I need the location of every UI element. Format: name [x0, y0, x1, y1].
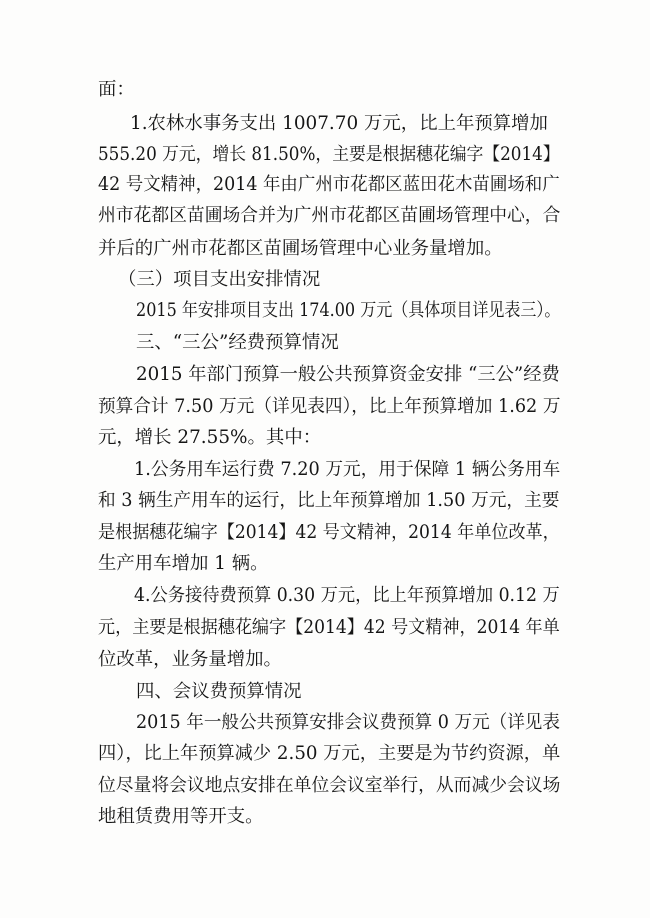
text-line: 1.农林水事务支出 1007.70 万元，比上年预算增加: [130, 112, 548, 134]
text-line: 并后的广州市花都区苗圃场管理中心业务量增加。: [98, 238, 503, 259]
text-line: 位尽量将会议地点安排在单位会议室举行，从而减少会议场: [98, 775, 561, 797]
text-line: 地租赁费用等开支。: [98, 806, 264, 827]
text-line: 元，主要是根据穗花编字【2014】42 号文精神，2014 年单: [98, 616, 560, 638]
text-line: 和 3 辆生产用车的运行，比上年预算增加 1.50 万元，主要: [98, 489, 560, 511]
text-line: 4.公务接待费预算 0.30 万元，比上年预算增加 0.12 万: [134, 585, 560, 607]
text-line: 2015 年一般公共预算安排会议费预算 0 万元（详见表: [136, 712, 560, 734]
section-heading: 四、会议费预算情况: [136, 680, 302, 702]
text-line: 42 号文精神，2014 年由广州市花都区蓝田花木苗圃场和广: [98, 174, 560, 196]
section-heading: （三）项目支出安排情况: [118, 268, 321, 290]
text-line: 2015 年安排项目支出 174.00 万元（具体项目详见表三）。: [136, 299, 561, 321]
text-line: 是根据穗花编字【2014】42 号文精神，2014 年单位改革，: [98, 521, 560, 543]
text-line: 元，增长 27.55%。其中：: [98, 427, 322, 448]
text-line: 位改革，业务量增加。: [98, 648, 282, 670]
text-line: 面：: [98, 79, 135, 100]
text-line: 预算合计 7.50 万元（详见表四），比上年预算增加 1.62 万: [98, 396, 561, 418]
text-line: 2015 年部门预算一般公共预算资金安排 “三公”经费: [136, 364, 560, 386]
text-line: 州市花都区苗圃场合并为广州市花都区苗圃场管理中心，合: [98, 205, 561, 227]
text-line: 555.20 万元，增长 81.50%，主要是根据穗花编字【2014】: [98, 143, 560, 165]
section-heading: 三、“三公”经费预算情况: [136, 331, 339, 353]
text-line: 四），比上年预算减少 2.50 万元，主要是为节约资源，单: [98, 743, 561, 765]
text-line: 1.公务用车运行费 7.20 万元，用于保障 1 辆公务用车: [134, 458, 561, 480]
text-line: 生产用车增加 1 辆。: [98, 553, 269, 575]
